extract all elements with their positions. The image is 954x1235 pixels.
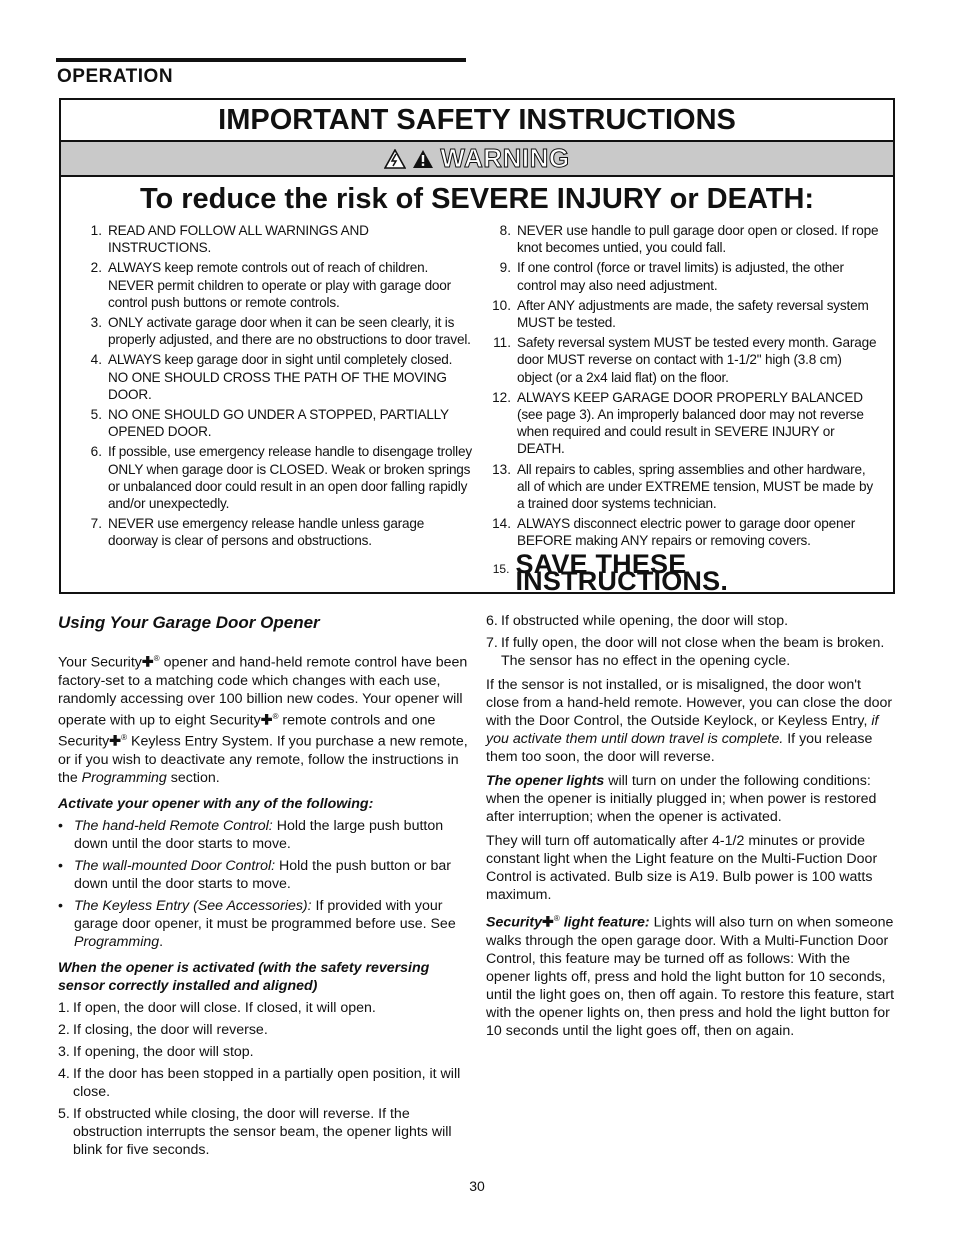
warning-item [489, 222, 879, 256]
list-number: 10. [492, 297, 511, 313]
step-text: If opening, the door will stop. [73, 1044, 254, 1061]
save-instructions-text: SAVE THESE INSTRUCTIONS. [515, 548, 729, 596]
list-number: 1. [90, 223, 102, 238]
list-number: 2. [90, 260, 102, 276]
warning-text: ALWAYS keep garage door in sight until completely closed. NO ONE SHOULD CROSS THE PATH OF THE MOVING DOOR. [108, 352, 453, 402]
lights-paragraph: The opener lights will turn on under the following conditions: when the opener is initially plugged in; when power is restored after interruption; when the opener is activated. [486, 773, 877, 825]
save-instructions [489, 548, 879, 596]
list-number: 4. [58, 1066, 70, 1083]
list-item [58, 1105, 468, 1159]
safety-title: IMPORTANT SAFETY INSTRUCTIONS [61, 100, 893, 142]
activate-heading: Activate your opener with any of the following: [58, 796, 374, 813]
step-text: If open, the door will close. If closed, it will open. [73, 1000, 376, 1017]
page-number: 30 [469, 1178, 485, 1194]
warning-text: NEVER use emergency release handle unless garage doorway is clear of persons and obstructions. [108, 516, 425, 549]
bullet-body: If provided with your garage door opener, it must be programmed before use. See [74, 898, 456, 933]
list-number: 6. [486, 613, 498, 629]
warning-text: NO ONE SHOULD GO UNDER A STOPPED, PARTIALLY OPENED DOOR. [108, 407, 449, 440]
bullet-body: Hold the large push button down until the door starts to move. [74, 818, 444, 853]
left-column [58, 612, 468, 1163]
warning-item [83, 515, 475, 549]
warning-list-right [489, 222, 879, 596]
activation-methods-list [58, 817, 468, 951]
list-number: 6. [90, 444, 102, 460]
sensor-paragraph: If the sensor is not installed, or is misaligned, the door won't close from a hand-held remote. However, you can close the door with the Door Control, the Outside Keylock, or Keyless Entry, if you activate them until down travel is complete. If you release them too soon, the door will reverse. [486, 677, 893, 765]
bullet-body: Hold the push button or bar down until the door starts to move. [74, 858, 451, 893]
step-text: If fully open, the door will not close when the beam is broken. The sensor has no effect in the opening cycle. [501, 635, 885, 669]
bullet-text [74, 857, 468, 893]
list-item [58, 999, 468, 1017]
light-feature-paragraph: Security✚® light feature: Lights will also turn on when someone walks through the open garage door. With a Multi-Function Door Control, this feature may be turned off as follows: With the opener lights off, press and hold the light button for 10 seconds, until the light goes on, then off again. To restore this feature, start with the opener lights on, then press and hold the light button for 10 seconds until the light goes off, then on again. [486, 914, 895, 1039]
warning-item [489, 515, 879, 549]
list-number: 1. [58, 1000, 70, 1017]
list-number: 11. [493, 335, 511, 351]
warning-item [489, 297, 879, 331]
list-item [58, 1021, 468, 1039]
behavior-steps-list-continued [486, 612, 894, 670]
warning-triangle-icon [412, 149, 434, 169]
section-title: OPERATION [57, 66, 174, 87]
warning-band [61, 142, 893, 177]
list-number: 12. [492, 389, 511, 405]
electric-hazard-icon [384, 149, 406, 169]
warning-text: ALWAYS keep remote controls out of reach of children. NEVER permit children to operate or play with garage door control push buttons or remote controls. [108, 260, 451, 310]
bullet-icon: • [58, 898, 63, 915]
list-item [486, 634, 894, 670]
warning-item [489, 334, 879, 386]
warning-text: ALWAYS disconnect electric power to garage door opener BEFORE making ANY repairs or removing covers. [517, 516, 856, 549]
step-text: If obstructed while closing, the door will reverse. If the obstruction interrupts the sensor beam, the opener lights will blink for five seconds. [73, 1106, 452, 1159]
warning-text: ONLY activate garage door when it can be seen clearly, it is properly adjusted, and there are no obstructions to door travel. [108, 315, 471, 348]
warning-item [83, 351, 475, 403]
risk-heading: To reduce the risk of SEVERE INJURY or DEATH: [139, 183, 815, 215]
list-number: 14. [492, 516, 511, 532]
list-item [486, 612, 894, 630]
list-number: 3. [58, 1044, 70, 1061]
bullet-lead: The Keyless Entry (See Accessories): [74, 898, 312, 915]
intro-paragraph: Your Security✚® opener and hand-held remote control have been factory-set to a matching code which changes with each use, randomly accessing over 100 billion new codes. Your opener will operate with up to eight Security✚® remote controls and one Security✚® Keyless Entry System. If you purchase a new remote, or if you wish to deactivate any remote, follow the instructions in the Programming section. [58, 654, 468, 787]
warning-text: NEVER use handle to pull garage door open or closed. If rope knot becomes untied, you could fall. [517, 223, 879, 256]
warning-item [83, 259, 475, 311]
warning-item [489, 461, 879, 513]
section-heading: Using Your Garage Door Opener [58, 613, 320, 632]
behavior-steps-list [58, 999, 468, 1159]
step-text: If the door has been stopped in a partially open position, it will close. [73, 1066, 461, 1101]
step-text: If obstructed while opening, the door will stop. [501, 613, 789, 629]
list-number: 7. [486, 635, 498, 651]
bullet-tail: . [159, 934, 164, 951]
list-item [58, 1065, 468, 1101]
warning-item [489, 259, 879, 293]
warning-item [83, 443, 475, 512]
list-item [58, 897, 468, 951]
list-number: 4. [90, 352, 102, 368]
bullet-icon: • [58, 858, 63, 875]
bullet-tail-italic: Programming [74, 934, 160, 951]
warning-list-left [83, 222, 475, 553]
turnoff-paragraph: They will turn off automatically after 4-1/2 minutes or provide constant light when the Light feature on the Multi-Fuction Door Control is activated. Bulb size is A19. Bulb power is 100 watts maximum. [486, 833, 878, 903]
warning-text: All repairs to cables, spring assemblies and other hardware, all of which are under EXTREME tension, MUST be made by a trained door systems technician. [517, 461, 873, 512]
list-number: 15. [492, 561, 510, 576]
top-rule [56, 58, 466, 62]
warning-text: After ANY adjustments are made, the safety reversal system MUST be tested. [517, 297, 869, 331]
warning-item [83, 222, 475, 256]
warning-item [83, 314, 475, 348]
list-item [58, 1043, 468, 1061]
warning-label: WARNING [440, 143, 570, 173]
list-number: 5. [58, 1106, 70, 1123]
bullet-text [74, 817, 468, 853]
list-number: 3. [90, 315, 102, 331]
bullet-icon: • [58, 818, 63, 835]
warning-text: If one control (force or travel limits) is adjusted, the other control may also need adjustment. [517, 260, 844, 293]
bullet-text [74, 897, 468, 951]
list-number: 5. [90, 407, 102, 423]
list-number: 8. [499, 223, 511, 238]
right-column [486, 612, 894, 1044]
activated-heading: When the opener is activated (with the safety reversing sensor correctly installed and aligned) [58, 960, 430, 995]
list-item [58, 817, 468, 853]
list-number: 9. [499, 260, 511, 276]
warning-item [489, 389, 879, 458]
warning-text: ALWAYS KEEP GARAGE DOOR PROPERLY BALANCED (see page 3). An improperly balanced door may not reverse when required and could result in SEVERE INJURY or DEATH. [517, 389, 864, 457]
list-item [58, 857, 468, 893]
bullet-lead: The hand-held Remote Control: [74, 818, 273, 835]
list-number: 13. [492, 461, 511, 477]
warning-item [83, 406, 475, 440]
list-number: 2. [58, 1022, 70, 1039]
warning-text: READ AND FOLLOW ALL WARNINGS AND INSTRUCTIONS. [108, 223, 369, 256]
warning-text: Safety reversal system MUST be tested every month. Garage door MUST reverse on contact with 1-1/2" high (3.8 cm) object (or a 2x4 laid flat) on the floor. [517, 335, 877, 385]
safety-warning-box [59, 98, 895, 594]
list-number: 7. [90, 516, 102, 532]
step-text: If closing, the door will reverse. [73, 1022, 268, 1039]
warning-text: If possible, use emergency release handle to disengage trolley ONLY when garage door is CLOSED. Weak or broken springs or unbalanced door could result in an open door falling rapidly and/or unexpectedly. [108, 444, 472, 512]
bullet-lead: The wall-mounted Door Control: [74, 858, 276, 875]
